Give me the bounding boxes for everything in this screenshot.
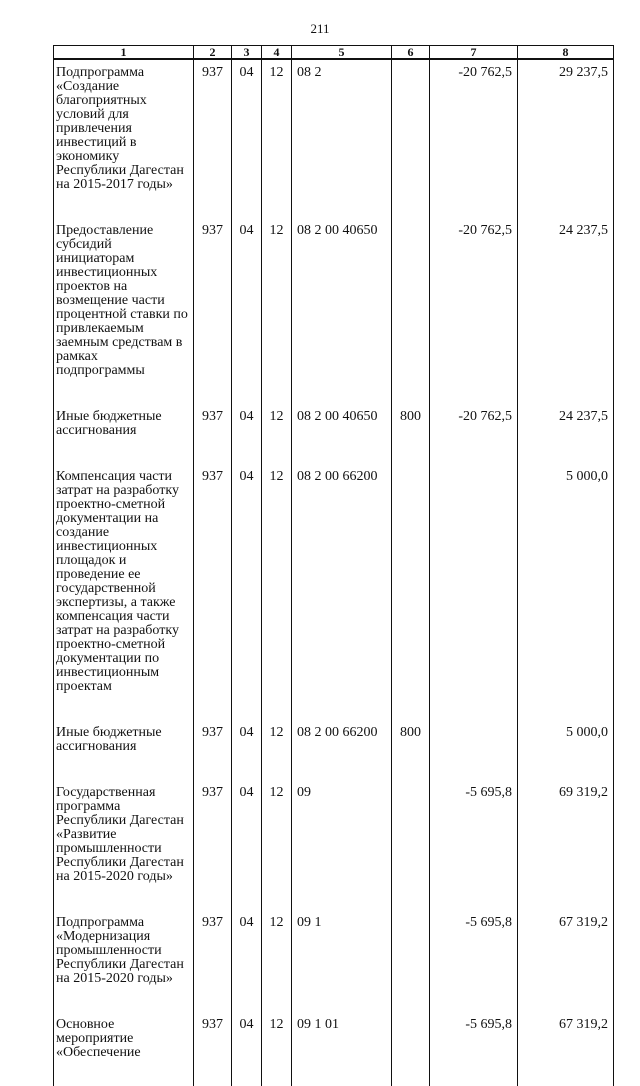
expense-type-code bbox=[392, 1012, 430, 1086]
table-row bbox=[54, 780, 614, 910]
section-code: 04 bbox=[232, 59, 262, 218]
target-article-code: 09 1 bbox=[292, 910, 392, 1012]
target-article-code: 08 2 00 66200 bbox=[292, 720, 392, 780]
subsection-code: 12 bbox=[262, 720, 292, 780]
section-code: 04 bbox=[232, 780, 262, 910]
item-name: Подпрограмма «Модернизация промышленности Республики Дагестан на 2015-2020 годы» bbox=[54, 910, 194, 1012]
amount-total: 67 319,2 bbox=[518, 910, 614, 1012]
ministry-code: 937 bbox=[194, 1012, 232, 1086]
table-row bbox=[54, 218, 614, 404]
target-article-code: 08 2 bbox=[292, 59, 392, 218]
target-article-code: 08 2 00 66200 bbox=[292, 464, 392, 720]
amount-change: -20 762,5 bbox=[430, 218, 518, 404]
subsection-code: 12 bbox=[262, 404, 292, 464]
expense-type-code bbox=[392, 59, 430, 218]
item-name: Государственная программа Республики Дагестан «Развитие промышленности Республики Дагестан на 2015-2020 годы» bbox=[54, 780, 194, 910]
table-row bbox=[54, 464, 614, 720]
column-header: 1 bbox=[54, 46, 194, 60]
amount-total: 5 000,0 bbox=[518, 720, 614, 780]
target-article-code: 09 bbox=[292, 780, 392, 910]
column-header: 3 bbox=[232, 46, 262, 60]
expense-type-code bbox=[392, 780, 430, 910]
amount-total: 5 000,0 bbox=[518, 464, 614, 720]
expense-type-code: 800 bbox=[392, 404, 430, 464]
ministry-code: 937 bbox=[194, 780, 232, 910]
ministry-code: 937 bbox=[194, 464, 232, 720]
amount-total: 69 319,2 bbox=[518, 780, 614, 910]
ministry-code: 937 bbox=[194, 218, 232, 404]
amount-change bbox=[430, 720, 518, 780]
subsection-code: 12 bbox=[262, 464, 292, 720]
expense-type-code: 800 bbox=[392, 720, 430, 780]
page-number: 211 bbox=[310, 21, 330, 36]
amount-change: -5 695,8 bbox=[430, 780, 518, 910]
section-code: 04 bbox=[232, 464, 262, 720]
ministry-code: 937 bbox=[194, 910, 232, 1012]
table-row bbox=[54, 910, 614, 1012]
subsection-code: 12 bbox=[262, 1012, 292, 1086]
expense-type-code bbox=[392, 218, 430, 404]
amount-change: -5 695,8 bbox=[430, 910, 518, 1012]
column-header: 5 bbox=[292, 46, 392, 60]
subsection-code: 12 bbox=[262, 218, 292, 404]
item-name: Компенсация части затрат на разработку проектно-сметной документации на создание инвестиционных площадок и проведение ее государственной экспертизы, а также компенсация части затрат на разработку проектно-сметной документации по инвестиционным проектам bbox=[54, 464, 194, 720]
amount-change: -20 762,5 bbox=[430, 404, 518, 464]
item-name: Основное мероприятие «Обеспечение bbox=[54, 1012, 194, 1086]
amount-total: 29 237,5 bbox=[518, 59, 614, 218]
table-row bbox=[54, 59, 614, 218]
subsection-code: 12 bbox=[262, 910, 292, 1012]
target-article-code: 08 2 00 40650 bbox=[292, 218, 392, 404]
expense-type-code bbox=[392, 464, 430, 720]
table-row bbox=[54, 404, 614, 464]
section-code: 04 bbox=[232, 404, 262, 464]
column-header: 8 bbox=[518, 46, 614, 60]
amount-total: 24 237,5 bbox=[518, 404, 614, 464]
ministry-code: 937 bbox=[194, 720, 232, 780]
column-header: 6 bbox=[392, 46, 430, 60]
ministry-code: 937 bbox=[194, 59, 232, 218]
table-row bbox=[54, 720, 614, 780]
item-name: Иные бюджетные ассигнования bbox=[54, 720, 194, 780]
section-code: 04 bbox=[232, 910, 262, 1012]
item-name: Иные бюджетные ассигнования bbox=[54, 404, 194, 464]
item-name: Подпрограмма «Создание благоприятных условий для привлечения инвестиций в экономику Республики Дагестан на 2015-2017 годы» bbox=[54, 59, 194, 218]
section-code: 04 bbox=[232, 720, 262, 780]
table-header-row bbox=[54, 46, 614, 60]
subsection-code: 12 bbox=[262, 59, 292, 218]
column-header: 7 bbox=[430, 46, 518, 60]
target-article-code: 08 2 00 40650 bbox=[292, 404, 392, 464]
amount-total: 67 319,2 bbox=[518, 1012, 614, 1086]
item-name: Предоставление субсидий инициаторам инвестиционных проектов на возмещение части процентной ставки по привлекаемым заемным средствам в рамках подпрограммы bbox=[54, 218, 194, 404]
subsection-code: 12 bbox=[262, 780, 292, 910]
amount-change: -5 695,8 bbox=[430, 1012, 518, 1086]
target-article-code: 09 1 01 bbox=[292, 1012, 392, 1086]
table-row bbox=[54, 1012, 614, 1086]
amount-total: 24 237,5 bbox=[518, 218, 614, 404]
column-header: 2 bbox=[194, 46, 232, 60]
column-header: 4 bbox=[262, 46, 292, 60]
budget-table bbox=[53, 45, 614, 1086]
ministry-code: 937 bbox=[194, 404, 232, 464]
expense-type-code bbox=[392, 910, 430, 1012]
section-code: 04 bbox=[232, 218, 262, 404]
amount-change bbox=[430, 464, 518, 720]
amount-change: -20 762,5 bbox=[430, 59, 518, 218]
section-code: 04 bbox=[232, 1012, 262, 1086]
